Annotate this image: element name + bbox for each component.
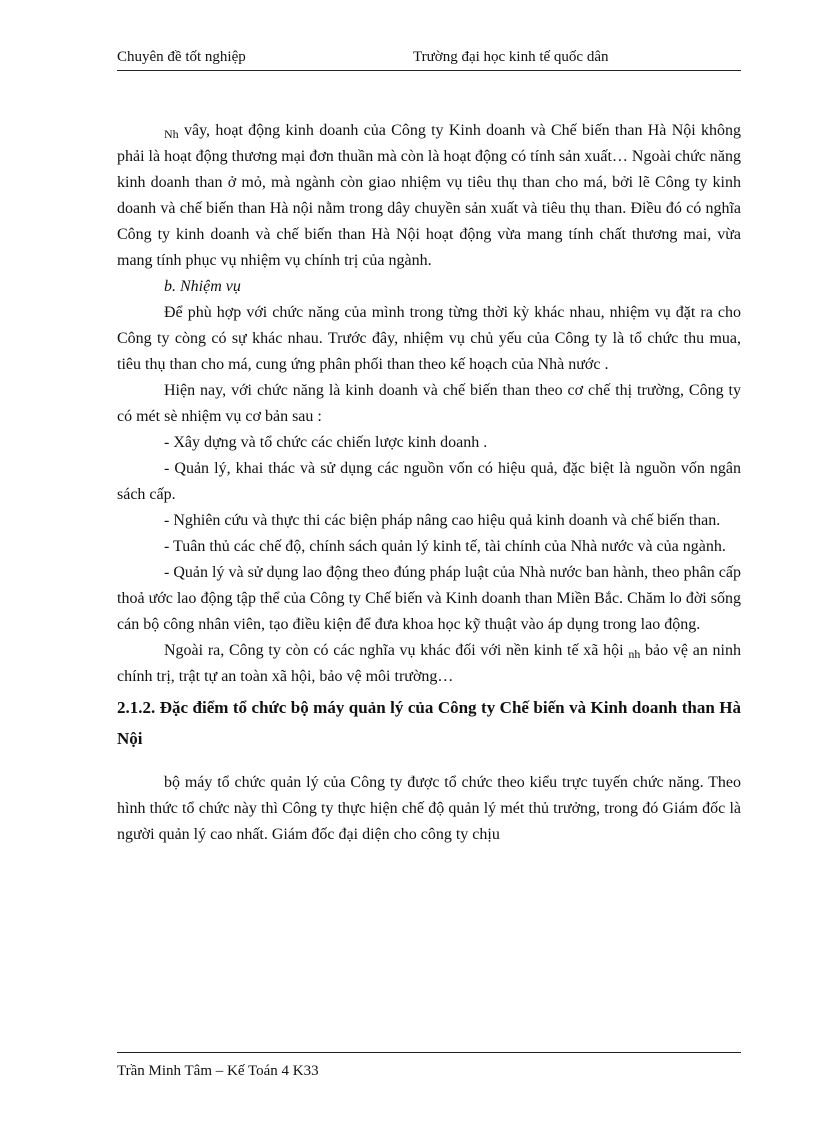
document-body [117,118,741,848]
page-footer [117,1052,741,1080]
footer-author-text: Trần Minh Tâm – Kế Toán 4 K33 [117,1063,319,1079]
paragraph-current-tasks: Hiện nay, với chức năng là kinh doanh và chế biến than theo cơ chế thị trường, Công ty có mét sè nhiệm vụ cơ bản sau : [117,382,741,425]
paragraph-business-nature [117,118,741,274]
page-header [117,48,741,71]
paragraph-text: vây, hoạt động kinh doanh của Công ty Kinh doanh và Chế biến than Hà Nội không phải là hoạt động thương mại đơn thuần mà còn là hoạt động có tính sản xuất… Ngoài chức năng kinh doanh than ở mỏ, mà ngành còn giao nhiệm vụ tiêu thụ than cho má, bởi lẽ Công ty kinh doanh và chế biến than Hà nội nằm trong dây chuyền sản xuất và tiêu thụ than. Điều đó có nghĩa Công ty kinh doanh và chế biến than Hà Nội hoạt động vừa mang tính chất thương mai, vừa mang tính phục vụ nhiệm vụ chính trị của ngành. [117,122,741,269]
paragraph-text: bảo vệ an ninh chính trị, trật tự an toàn xã hội, bảo vệ môi trường… [117,642,742,685]
paragraph-tasks-history: Để phù hợp với chức năng của mình trong từng thời kỳ khác nhau, nhiệm vụ đặt ra cho Công ty còng có sự khác nhau. Trước đây, nhiệm vụ chủ yếu của Công ty là tổ chức thu mua, tiêu thụ than cho má, cung ứng phân phối than theo kế hoạch của Nhà nước . [117,304,741,373]
bullet-item: - Nghiên cứu và thực thi các biện pháp nâng cao hiệu quả kinh doanh và chế biến than. [164,512,721,529]
bullet-item: - Tuân thủ các chế độ, chính sách quản lý kinh tế, tài chính của Nhà nước và của ngành. [164,538,726,555]
paragraph-other-obligations [117,638,741,690]
bullet-item: - Quản lý và sử dụng lao động theo đúng pháp luật của Nhà nước ban hành, theo phân cấp thoả ước lao động tập thể của Công ty Chế biến và Kinh doanh than Miền Bắc. Chăm lo đời sống cán bộ công nhân viên, tạo điều kiện để đưa khoa học kỹ thuật vào áp dụng trong lao động. [117,564,741,633]
header-left-text: Chuyên đề tốt nghiệp [117,49,246,65]
paragraph-text: Ngoài ra, Công ty còn có các nghĩa vụ khác đối với nền kinh tế xã hội [164,642,629,659]
bullet-item: - Quản lý, khai thác và sử dụng các nguồn vốn có hiệu quả, đặc biệt là nguồn vốn ngân sách cấp. [117,460,741,503]
section-heading: 2.1.2. Đặc điểm tổ chức bộ máy quản lý của Công ty Chế biến và Kinh doanh than Hà Nội [117,698,741,748]
paragraph-management-structure: bộ máy tổ chức quản lý của Công ty được tổ chức theo kiểu trực tuyến chức năng. Theo hình thức tổ chức này thì Công ty thực hiện chế độ quản lý mét thủ trưởng, trong đó Giám đốc là người quản lý cao nhất. Giám đốc đại diện cho công ty chịu [117,774,741,843]
header-right-text: Trường đại học kinh tế quốc dân [413,49,609,65]
subheading-tasks: b. Nhiệm vụ [164,278,241,295]
bullet-item: - Xây dựng và tổ chức các chiến lược kinh doanh . [164,434,488,451]
truncated-word: nh [628,647,641,661]
truncated-word: Nh [164,127,179,141]
